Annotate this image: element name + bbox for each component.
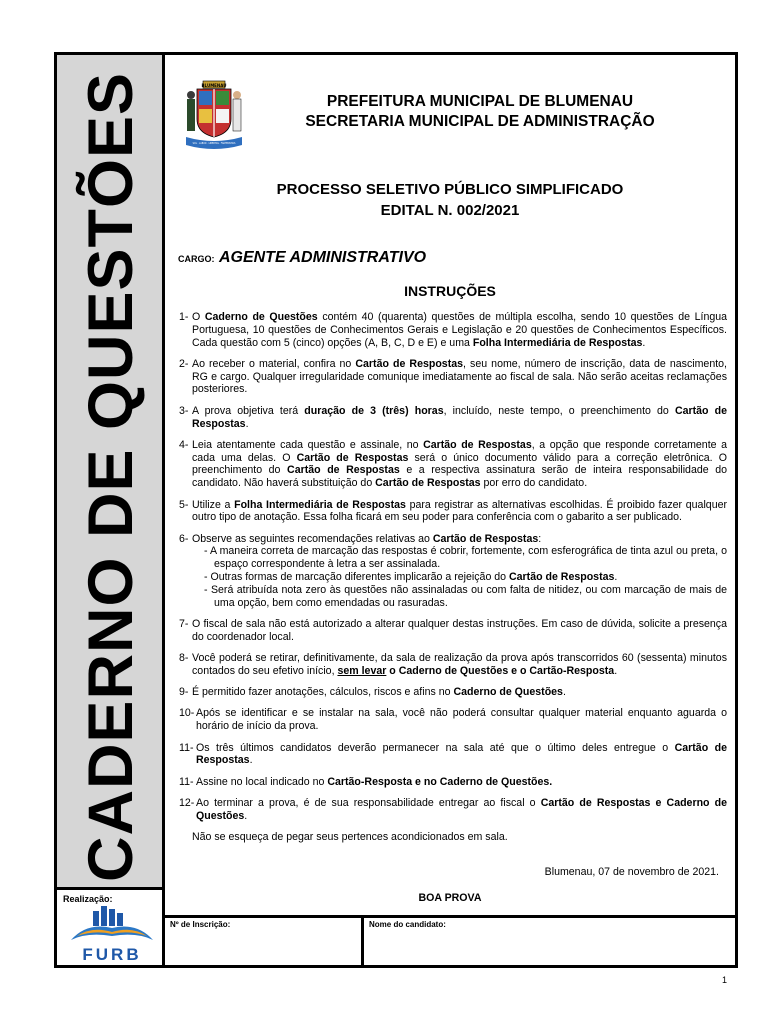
crest-seal-text: BLUMENAU <box>201 83 227 88</box>
instruction-item <box>179 533 727 610</box>
instruction-text: Observe as seguintes recomendações relativas ao Cartão de Respostas: <box>192 532 542 545</box>
instruction-text: Após se identificar e se instalar na sala, você não poderá consultar qualquer material enquanto aguarda o horário de início da prova. <box>196 707 727 733</box>
cargo-label: CARGO: <box>178 254 215 264</box>
instruction-number: 3- <box>179 404 189 417</box>
nome-label: Nome do candidato: <box>369 920 446 929</box>
cargo-value: AGENTE ADMINISTRATIVO <box>218 249 427 266</box>
instruction-item <box>179 652 727 678</box>
furb-logo <box>67 906 157 964</box>
instruction-item <box>179 742 727 768</box>
instruction-number: 11- <box>179 775 194 788</box>
instruction-item <box>179 405 727 431</box>
instruction-text: O Caderno de Questões contém 40 (quarenta) questões de múltipla escolha, sendo 10 questões de Língua Portuguesa, 10 questões de Conhecimentos Gerais e Legislação e 20 questões de Conhecimentos Específicos. Cada questão com 5 (cinco) opções (A, B, C, D e E) e uma Folha Intermediária de Respostas. <box>192 311 728 349</box>
instruction-item <box>179 499 727 525</box>
instruction-number: 10- <box>179 707 195 720</box>
instruction-number: 1- <box>179 311 189 323</box>
instruction-item <box>179 797 727 823</box>
instruction-number: 5- <box>179 498 189 511</box>
instruction-text: Você poderá se retirar, definitivamente, da sala de realização da prova após transcorridos 60 (sessenta) minutos contados do seu efetivo início, sem levar o Caderno de Questões e o Cartão-Resposta. <box>192 652 727 677</box>
instruction-subitem: - Será atribuída nota zero às questões não assinaladas ou com falta de nitidez, ou com marcação de mais de uma opção, bem como emendadas ou rasuradas. <box>204 583 727 609</box>
instruction-text: A prova objetiva terá duração de 3 (três) horas, incluído, neste tempo, o preenchimento do Cartão de Respostas. <box>192 404 727 430</box>
process-line-1: PROCESSO SELETIVO PÚBLICO SIMPLIFICADO <box>276 181 624 198</box>
instruction-number: 8- <box>179 652 189 665</box>
instruction-item <box>179 776 727 789</box>
instructions-list <box>179 311 727 852</box>
instruction-number: 6- <box>179 532 189 545</box>
instruction-text: Os três últimos candidatos deverão permanecer na sala até que o último deles entregue o Cartão de Respostas. <box>196 741 727 767</box>
inscricao-field[interactable] <box>165 918 364 965</box>
instruction-text: Utilize a Folha Intermediária de Respostas para registrar as alternativas escolhidas. É proibido fazer qualquer outro tipo de anotação. Essa folha ficará em seu poder para conferência com o gabarito a ser publicado. <box>192 498 728 524</box>
crest-ribbon-text: SOL · LABOR · LIBERTAS · FRATERNITAS <box>192 142 236 145</box>
exam-cover-frame <box>54 52 738 968</box>
good-luck: BOA PROVA <box>418 892 482 904</box>
instruction-number: 11- <box>179 741 194 754</box>
process-line-2: EDITAL N. 002/2021 <box>380 202 520 219</box>
instruction-text: Assine no local indicado no Cartão-Resposta e no Caderno de Questões. <box>196 775 553 788</box>
instruction-item <box>179 439 727 490</box>
furb-logo-text: FURB <box>82 945 142 964</box>
candidate-fields <box>165 915 735 968</box>
instruction-text: É permitido fazer anotações, cálculos, riscos e afins no Caderno de Questões. <box>192 686 566 699</box>
instruction-text: Leia atentamente cada questão e assinale, no Cartão de Respostas, a opção que responde corretamente a cada uma delas. O Cartão de Respostas será o único documento válido para a correção eletrônica. O preenchimento do Cartão de Respostas e a respectiva assinatura serão de inteira responsabilidade do candidato. Não haverá substituição do Cartão de Respostas por erro do candidato. <box>192 438 727 490</box>
instruction-number: 9- <box>179 686 189 699</box>
main-content <box>165 55 735 965</box>
instruction-item <box>179 707 727 733</box>
org-line-2: SECRETARIA MUNICIPAL DE ADMINISTRAÇÃO <box>305 113 655 130</box>
nome-field[interactable] <box>364 918 735 965</box>
instructions-title: INSTRUÇÕES <box>404 283 496 299</box>
instruction-item <box>179 618 727 644</box>
realizacao-label: Realização: <box>63 894 113 904</box>
instruction-number: 12- <box>179 796 195 809</box>
instruction-subitem: - A maneira correta de marcação das respostas é cobrir, fortemente, com esferográfica de tinta azul ou preta, o espaço correspondente à letra a ser assinalada. <box>204 545 727 571</box>
instruction-item <box>179 311 727 349</box>
instruction-subitem: - Outras formas de marcação diferentes implicarão a rejeição do Cartão de Respostas. <box>204 571 618 584</box>
instruction-number: 4- <box>179 438 189 451</box>
vertical-title: CADERNO DE QUESTÕES <box>76 71 146 883</box>
instruction-item <box>179 358 727 396</box>
page-number: 1 <box>722 975 728 985</box>
sidebar-band <box>57 55 165 887</box>
instruction-text: O fiscal de sala não está autorizado a alterar qualquer destas instruções. Em caso de dúvida, solicite a presença do coordenador local. <box>192 617 727 643</box>
instruction-text: Não se esqueça de pegar seus pertences acondicionados em sala. <box>192 831 508 843</box>
instruction-number: 2- <box>179 357 189 370</box>
instruction-text: Ao receber o material, confira no Cartão de Respostas, seu nome, número de inscrição, data de nascimento, RG e cargo. Qualquer irregularidade comunique imediatamente ao fiscal de sala. Não serão aceitas reclamações posteriores. <box>192 357 727 396</box>
instruction-item <box>179 686 727 699</box>
instruction-number: 7- <box>179 617 189 630</box>
org-line-1: PREFEITURA MUNICIPAL DE BLUMENAU <box>326 93 634 110</box>
instruction-text: Ao terminar a prova, é de sua responsabilidade entregar ao fiscal o Cartão de Respostas e Caderno de Questões. <box>196 796 727 822</box>
inscricao-label: Nº de Inscrição: <box>170 920 231 929</box>
date-line: Blumenau, 07 de novembro de 2021. <box>544 866 719 878</box>
instruction-item <box>179 831 727 844</box>
realizacao-box <box>57 887 165 965</box>
furb-logo-bars <box>71 906 153 940</box>
cargo-line <box>178 249 426 267</box>
